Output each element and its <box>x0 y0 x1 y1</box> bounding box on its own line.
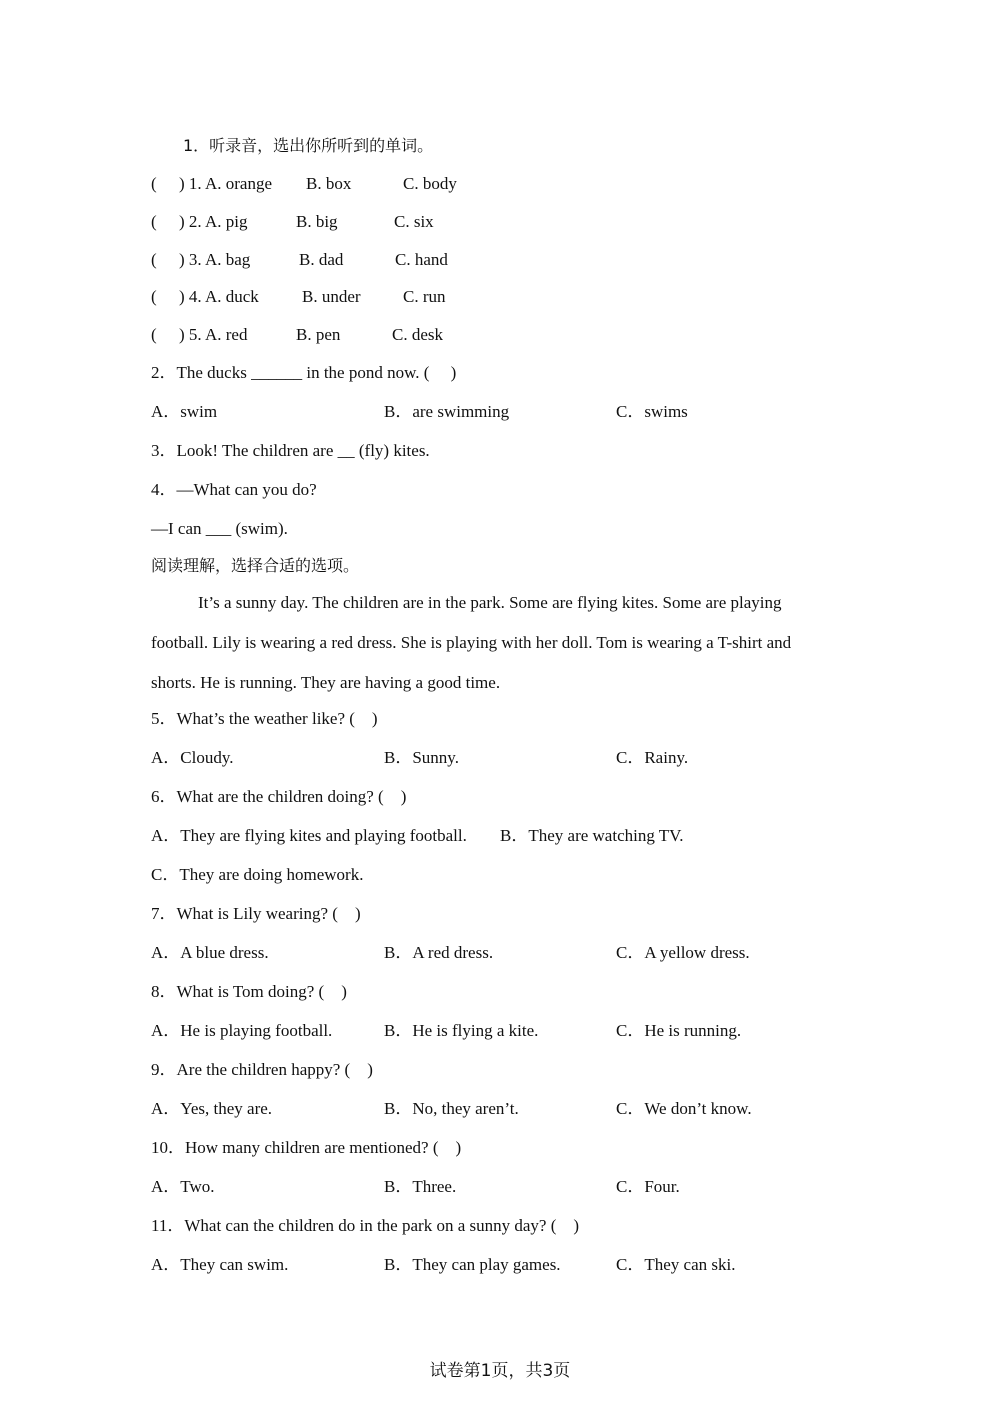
question-10: 10．How many children are mentioned? ( ) <box>151 1138 462 1157</box>
reading-passage: It’s a sunny day. The children are in the park. Some are flying kites. Some are playing football. Lily is wearing a red dress. She is playing with her doll. Tom is wearing a T-shirt and shorts. He is running. They are having a good time. <box>151 593 792 692</box>
answer-paren: ( <box>151 212 157 231</box>
q6-option-c: C．They are doing homework. <box>151 865 364 884</box>
q10-option-b: B．Three. <box>384 1177 457 1196</box>
q10-option-c: C．Four. <box>616 1177 680 1196</box>
question-11: 11．What can the children do in the park on a sunny day? ( ) <box>151 1216 580 1235</box>
answer-paren: ( <box>151 325 157 344</box>
q9-option-b: B．No, they aren’t. <box>384 1099 519 1118</box>
q5-option-a: A．Cloudy. <box>151 748 234 767</box>
q5-option-b: B．Sunny. <box>384 748 459 767</box>
question-3: 3．Look! The children are __ (fly) kites. <box>151 441 430 460</box>
question-5: 5．What’s the weather like? ( ) <box>151 709 378 728</box>
option-a: ) 1. A. orange <box>179 174 273 193</box>
q2-option-c: C．swims <box>616 402 688 421</box>
option-c: C. hand <box>395 250 448 269</box>
option-a: ) 3. A. bag <box>179 250 251 269</box>
q11-option-a: A．They can swim. <box>151 1255 289 1274</box>
option-c: C. desk <box>392 325 443 344</box>
option-b: B. box <box>306 174 352 193</box>
q7-option-b: B．A red dress. <box>384 943 494 962</box>
answer-paren: ( <box>151 287 157 306</box>
option-a: ) 5. A. red <box>179 325 248 344</box>
q8-option-b: B．He is flying a kite. <box>384 1021 539 1040</box>
q10-option-a: A．Two. <box>151 1177 215 1196</box>
q2-option-b: B．are swimming <box>384 402 510 421</box>
question-4: 4．—What can you do? <box>151 480 317 499</box>
q5-option-c: C．Rainy. <box>616 748 689 767</box>
q2-option-a: A．swim <box>151 402 218 421</box>
option-c: C. run <box>403 287 446 306</box>
q9-option-a: A．Yes, they are. <box>151 1099 273 1118</box>
q7-option-a: A．A blue dress. <box>151 943 269 962</box>
option-a: ) 2. A. pig <box>179 212 248 231</box>
option-b: B. big <box>296 212 338 231</box>
q9-option-c: C．We don’t know. <box>616 1099 752 1118</box>
question-9: 9．Are the children happy? ( ) <box>151 1060 373 1079</box>
question-6: 6．What are the children doing? ( ) <box>151 787 407 806</box>
q11-option-c: C．They can ski. <box>616 1255 736 1274</box>
option-b: B. dad <box>299 250 344 269</box>
option-c: C. body <box>403 174 457 193</box>
answer-paren: ( <box>151 174 157 193</box>
option-a: ) 4. A. duck <box>179 287 259 306</box>
q11-option-b: B．They can play games. <box>384 1255 561 1274</box>
question-4-answer: —I can ___ (swim). <box>151 519 288 538</box>
section1-title: 1．听录音，选出你所听到的单词。 <box>183 136 434 155</box>
option-b: B. pen <box>296 325 341 344</box>
option-b: B. under <box>302 287 361 306</box>
option-c: C. six <box>394 212 434 231</box>
q6-option-a: A．They are flying kites and playing football. <box>151 826 467 845</box>
question-8: 8．What is Tom doing? ( ) <box>151 982 347 1001</box>
question-2: 2．The ducks ______ in the pond now. ( ) <box>151 363 457 382</box>
q8-option-c: C．He is running. <box>616 1021 742 1040</box>
q8-option-a: A．He is playing football. <box>151 1021 333 1040</box>
reading-title: 阅读理解，选择合适的选项。 <box>151 556 360 575</box>
answer-paren: ( <box>151 250 157 269</box>
page-footer: 试卷第1页，共3页 <box>429 1361 571 1381</box>
q7-option-c: C．A yellow dress. <box>616 943 750 962</box>
q6-option-b: B．They are watching TV. <box>500 826 684 845</box>
question-7: 7．What is Lily wearing? ( ) <box>151 904 361 923</box>
